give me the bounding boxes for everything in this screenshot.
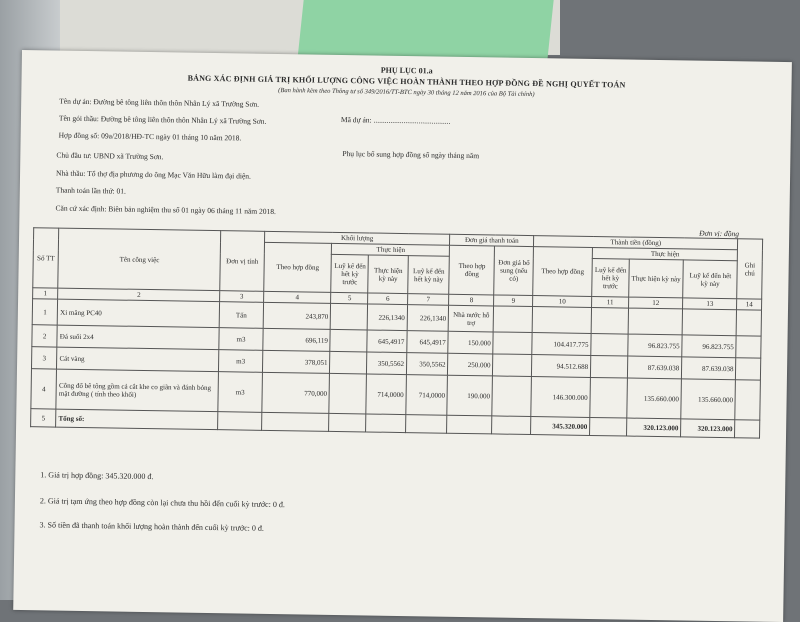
appendix-label: PHỤ LỤC 01.a	[380, 65, 433, 76]
table-row: 2 Đá suối 2x4 m3 696,119 645,4917 645,4917 150.000 104.417.775 96.823.755 96.823.755	[32, 325, 761, 358]
basis: Căn cứ xác định: Biên bản nghiệm thu số 01 ngày 06 tháng 11 năm 2018.	[55, 203, 276, 217]
total-row: 5 Tổng số: 345.320.000 320.123.000 320.123.000	[31, 409, 760, 438]
document-title: BẢNG XÁC ĐỊNH GIÁ TRỊ KHỐI LƯỢNG CÔNG VIỆC HOÀN THÀNH THEO HỢP ĐỒNG ĐỀ NGHỊ QUYẾT TOÁN	[187, 73, 626, 90]
col-unit-price: Đơn giá thanh toán	[450, 234, 534, 246]
document-page	[13, 50, 792, 622]
col-amt-contract: Theo hợp đồng	[533, 247, 593, 297]
payment-number: Thanh toán lần thứ: 01.	[55, 185, 126, 196]
table-row: 1 Xi măng PC40 Tấn 243,870 226,1340 226,1340 Nhà nước hỗ trợ	[32, 299, 761, 336]
investor: Chủ đầu tư: UBND xã Trường Sơn.	[56, 150, 164, 162]
settlement-table	[30, 227, 763, 439]
col-qty-this: Thực hiện kỳ này	[368, 255, 408, 294]
col-amt-this: Thực hiện kỳ này	[629, 259, 684, 298]
col-volume: Khối lượng	[264, 231, 450, 245]
col-amount: Thành tiền (đồng)	[534, 236, 738, 250]
col-amt-actual: Thực hiện	[592, 248, 737, 261]
paid-line: 3. Số tiền đã thanh toán khối lượng hoàn thành đến cuối kỳ trước: 0 đ.	[39, 520, 265, 533]
document-subtitle: (Ban hành kèm theo Thông tư số 349/2016/TT-BTC ngày 30 tháng 12 năm 2016 của Bộ Tài chính)	[278, 87, 535, 99]
col-qty-cum-this: Luỹ kế đến hết kỳ này	[408, 256, 450, 295]
contract-number: Hợp đồng số: 09a/2018/HĐ-TC ngày 01 tháng 10 năm 2018.	[58, 130, 242, 143]
col-qty-cum-prev: Luỹ kế đến hết kỳ trước	[331, 254, 369, 293]
table-row: 3 Cát vàng m3 378,051 350,5562 350,5562 250.000 94.512.688 87.639.038 87.639.038	[31, 347, 760, 380]
package-name: Tên gói thầu: Đường bê tông liên thôn thôn Nhân Lý xã Trường Sơn.	[58, 113, 267, 126]
col-unit: Đơn vị tính	[220, 231, 264, 292]
col-note: Ghi chú	[737, 239, 763, 299]
project-name: Tên dự án: Đường bê tông liên thôn thôn Nhân Lý xã Trường Sơn.	[59, 96, 260, 109]
table-row: 4 Công đổ bê tông gồm cả cắt khe co giãn và đánh bóng mặt đường ( tính theo khối) m3 770,000 714,0000 714,0000 190.000 146.300.000 135.660.000 135.660.000	[31, 369, 761, 420]
col-qty-actual: Thực hiện	[332, 243, 450, 256]
contractor: Nhà thầu: Tổ thợ địa phương do ông Mạc Văn Hữu làm đại diện.	[56, 168, 252, 181]
col-amt-cum-prev: Luỹ kế đến hết kỳ trước	[592, 259, 630, 298]
col-qty-contract: Theo hợp đồng	[264, 242, 332, 292]
col-amt-cum-this: Luỹ kế đến hết kỳ này	[683, 260, 738, 299]
col-price-contract: Theo hợp đồng	[449, 245, 495, 295]
currency-unit: Đơn vị: đồng	[699, 228, 740, 239]
advance-line: 2. Giá trị tạm ứng theo hợp đồng còn lại chưa thu hồi đến cuối kỳ trước: 0 đ.	[39, 496, 285, 510]
contract-value-line: 1. Giá trị hợp đồng: 345.320.000 đ.	[40, 470, 154, 482]
project-code: Mã dự án: .........................................	[340, 115, 451, 126]
column-number-row: 1 2 3 4 5 6 7 8 9 10 11 12 13 14	[33, 288, 762, 310]
col-stt: Số TT	[33, 228, 59, 288]
col-price-extra: Đơn giá bổ sung (nếu có)	[494, 246, 534, 296]
col-name: Tên công việc	[58, 228, 221, 291]
contract-supplement: Phụ lục bổ sung hợp đồng số ngày tháng năm	[342, 149, 480, 161]
